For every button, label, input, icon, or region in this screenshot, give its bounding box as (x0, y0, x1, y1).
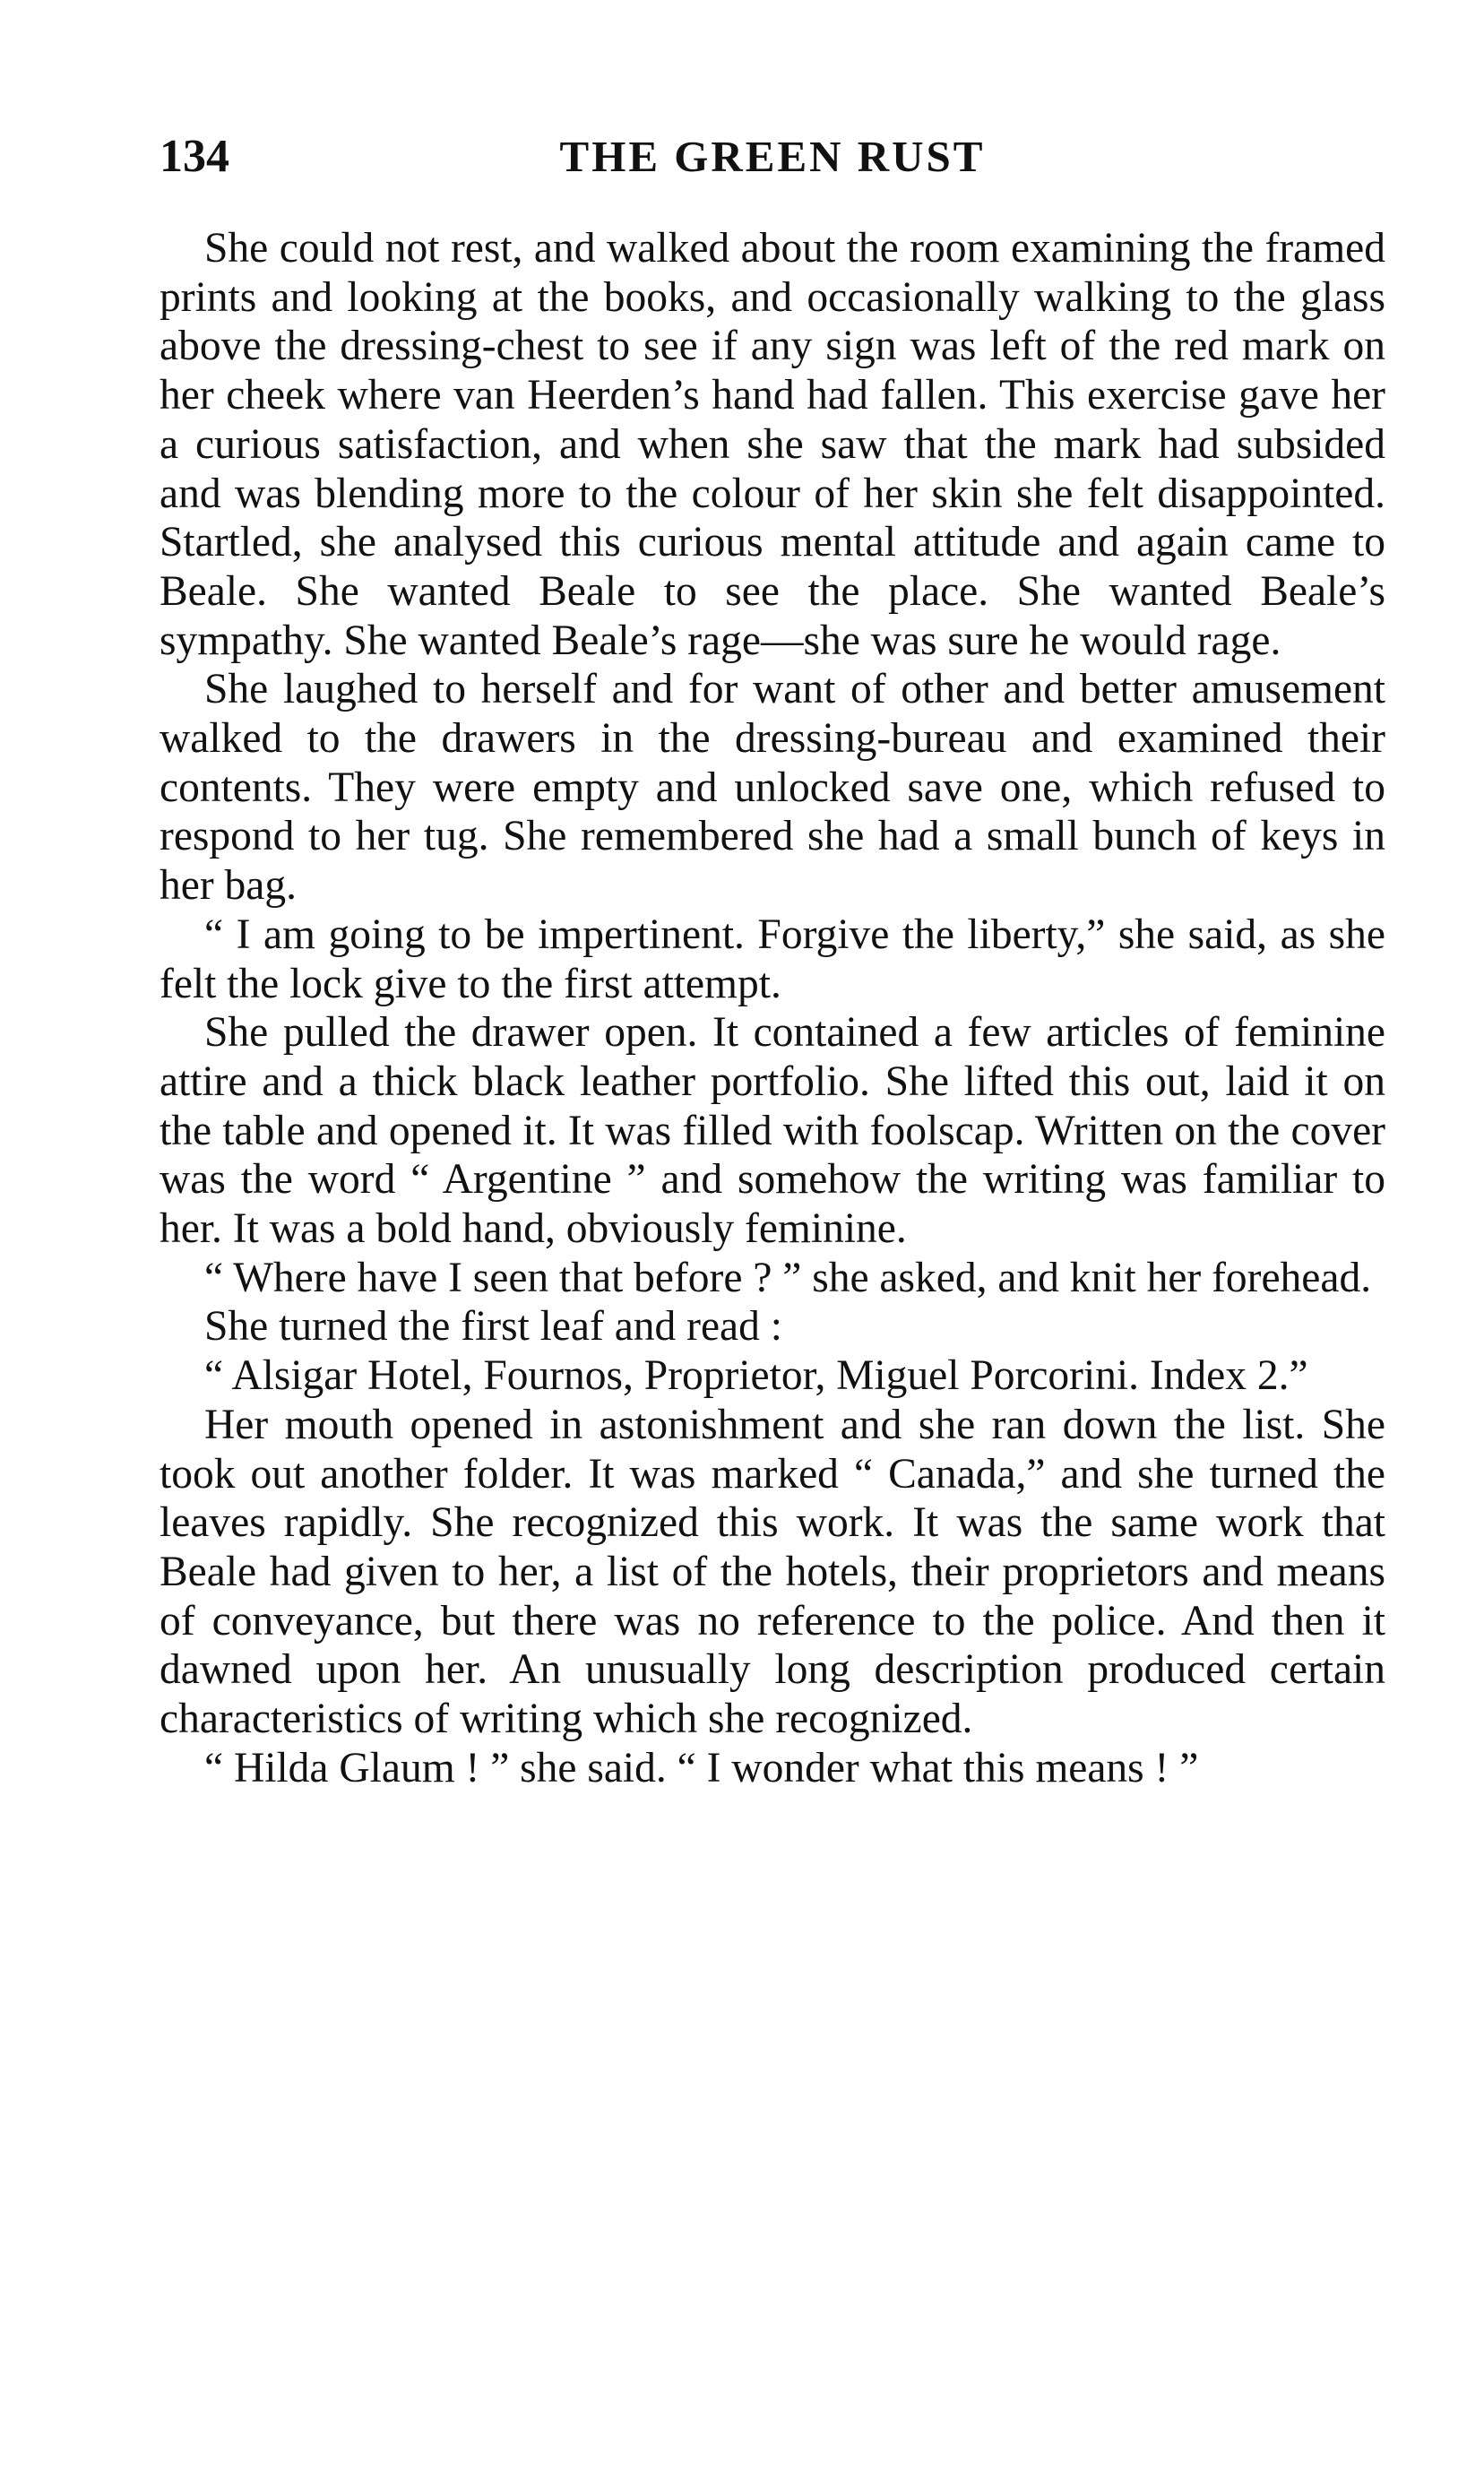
paragraph: “ Hilda Glaum ! ” she said. “ I wonder what this means ! ” (204, 1744, 1199, 1791)
page-number: 134 (160, 131, 229, 182)
paragraph: She turned the first leaf and read : (204, 1303, 782, 1351)
body-text (160, 224, 1385, 1793)
running-title: THE GREEN RUST (559, 132, 986, 181)
paragraph: Her mouth opened in astonishment and she ran down the list. She took out another folder. It was marked “ Canada,” and she turned the leaves rapidly. She recognized this work. It was the same work that Beale had given to her, a list of the hotels, their proprietors and means of conveyance, but there was no reference to the police. And then it dawned upon her. An unusually long description produced certain characteristics of writing which she recognized. (160, 1401, 1385, 1743)
paragraph: “ Where have I seen that before ? ” she asked, and knit her forehead. (204, 1254, 1372, 1301)
paragraph: She could not rest, and walked about the room examining the framed prints and looking at the books, and occasionally walking to the glass above the dressing-chest to see if any sign was left of the red mark on her cheek where van Heerden’s hand had fallen. This exercise gave her a curious satisfaction, and when she saw that the mark had subsided and was blending more to the colour of her skin she felt disappointed. Startled, she analysed this curious mental attitude and again came to Beale. She wanted Beale to see the place. She wanted Beale’s sympathy. She wanted Beale’s rage—she was sure he would rage. (160, 225, 1385, 664)
paragraph: She pulled the drawer open. It contained a few articles of feminine attire and a thick black leather portfolio. She lifted this out, laid it on the table and opened it. It was filled with foolscap. Written on the cover was the word “ Argentine ” and somehow the writing was familiar to her. It was a bold hand, obviously feminine. (160, 1009, 1385, 1253)
paragraph: “ Alsigar Hotel, Fournos, Proprietor, Miguel Porcorini. Index 2.” (204, 1352, 1308, 1400)
running-head (160, 125, 1385, 188)
paragraph: She laughed to herself and for want of other and better amusement walked to the drawers in the dressing-bureau and examined their contents. They were empty and unlocked save one, which refused to respond to her tug. She remembered she had a small bunch of keys in her bag. (160, 666, 1385, 910)
paragraph: “ I am going to be impertinent. Forgive the liberty,” she said, as she felt the lock give to the first attempt. (160, 911, 1385, 1007)
